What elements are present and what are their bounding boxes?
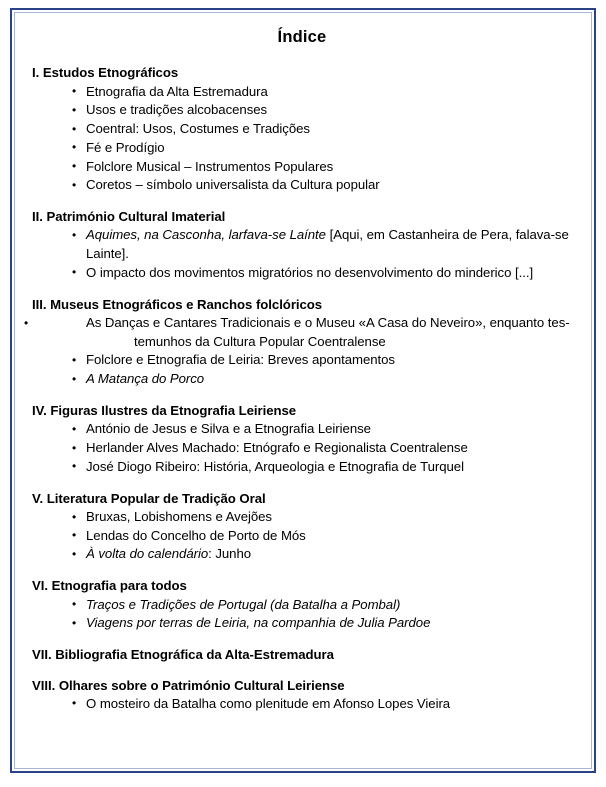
list-item[interactable] [24,120,580,139]
item-title-regular: [Aqui, em Castanheira de Pera, falava-se Lainte]. [86,227,569,262]
list-item[interactable] [24,596,580,615]
list-item[interactable] [24,545,580,564]
item-title-italic: Aquimes, na Casconha, larfava-se Laínte [86,227,326,243]
section-heading[interactable]: I. Estudos Etnográficos [32,65,179,81]
index-section [24,677,580,714]
list-item[interactable] [24,226,580,263]
sections-list [24,64,580,714]
section-item-list [24,226,580,282]
list-item[interactable] [24,370,580,389]
section-heading[interactable]: III. Museus Etnográficos e Ranchos folclóricos [32,296,323,312]
item-label: Etnografia da Alta Estremadura [86,83,268,99]
list-item[interactable] [24,101,580,120]
item-label: Bruxas, Lobishomens e Avejões [86,509,272,524]
item-label: As Danças e Cantares Tradicionais e o Museu «A Casa do Neveiro», enquanto tes-temunhos da Cultura Popular Coentralense [86,315,570,349]
item-title-italic: À volta do calendário [86,546,209,562]
list-item[interactable] [24,351,580,370]
section-item-list [24,314,580,389]
section-heading[interactable]: II. Património Cultural Imaterial [32,208,226,224]
page-title: Índice [277,28,327,46]
list-item[interactable] [24,158,580,177]
index-section [24,646,580,663]
item-label: O impacto dos movimentos migratórios no desenvolvimento do minderico [...] [86,264,534,280]
item-label: António de Jesus e Silva e a Etnografia Leiriense [86,421,371,437]
list-item[interactable] [24,139,580,158]
item-label: Lendas do Concelho de Porto de Mós [86,527,306,543]
list-item[interactable] [24,508,580,527]
item-label: Usos e tradições alcobacenses [86,102,268,118]
item-label: Folclore Musical – Instrumentos Populares [86,158,334,174]
section-heading[interactable]: VIII. Olhares sobre o Património Cultural Leiriense [32,677,345,693]
item-label: Coretos – símbolo universalista da Cultura popular [86,177,380,193]
list-item[interactable] [24,439,580,458]
list-item[interactable] [24,420,580,439]
item-title-regular: : Junho [208,546,252,562]
list-item[interactable] [24,83,580,102]
index-section [24,208,580,283]
item-label: Herlander Alves Machado: Etnógrafo e Regionalista Coentralense [86,440,468,456]
index-section [24,64,580,195]
index-section [24,490,580,565]
item-label: Traços e Tradições de Portugal (da Batalha a Pombal) [86,596,401,612]
section-heading[interactable]: V. Literatura Popular de Tradição Oral [32,490,266,506]
section-item-list [24,596,580,633]
item-label: Coentral: Usos, Costumes e Tradições [86,121,310,137]
index-section [24,402,580,477]
item-label: Viagens por terras de Leiria, na companhia de Julia Pardoe [86,615,431,631]
item-label: José Diogo Ribeiro: História, Arqueologia e Etnografia de Turquel [86,458,464,474]
section-item-list [24,83,580,195]
section-heading[interactable]: VII. Bibliografia Etnográfica da Alta-Estremadura [32,647,334,663]
section-heading[interactable]: IV. Figuras Ilustres da Etnografia Leiriense [32,402,297,418]
section-item-list [24,508,580,564]
list-item[interactable] [24,614,580,633]
item-label: Folclore e Etnografia de Leiria: Breves apontamentos [86,352,395,368]
list-item[interactable] [24,314,580,351]
section-item-list [24,420,580,476]
section-item-list [24,695,580,714]
index-section [24,577,580,633]
item-label: Fé e Prodígio [86,139,165,155]
list-item[interactable] [24,264,580,283]
item-label: A Matança do Porco [86,371,205,387]
index-frame [10,8,596,773]
list-item[interactable] [24,695,580,714]
list-item[interactable] [24,458,580,477]
index-section [24,296,580,389]
item-label: O mosteiro da Batalha como plenitude em Afonso Lopes Vieira [86,695,451,711]
list-item[interactable] [24,176,580,195]
section-heading[interactable]: VI. Etnografia para todos [32,578,187,594]
list-item[interactable] [24,527,580,546]
index-content [12,10,594,771]
